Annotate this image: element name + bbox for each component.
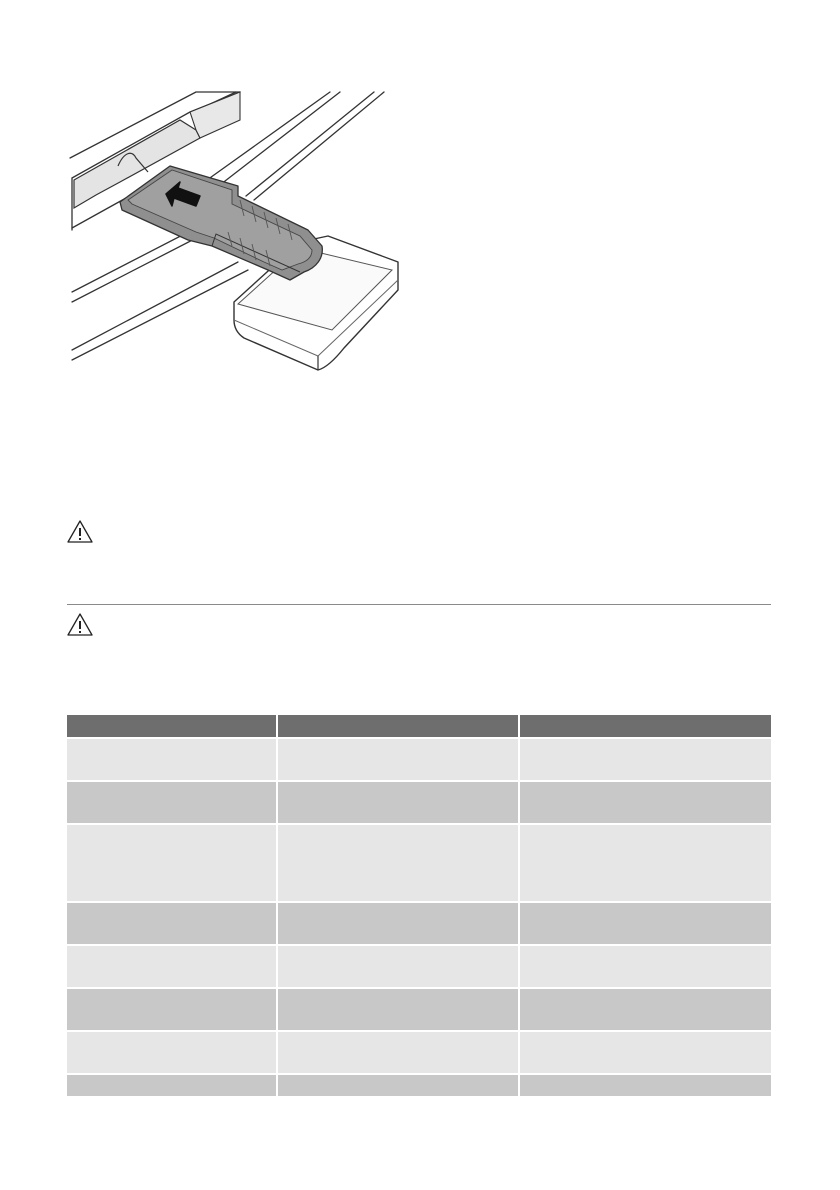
table-cell	[520, 901, 771, 944]
table-cell	[520, 987, 771, 1030]
table-cell	[278, 901, 520, 944]
table-cell	[67, 1073, 278, 1096]
table-cell	[278, 944, 520, 987]
table-row	[67, 823, 771, 901]
table-row	[67, 1030, 771, 1073]
table-cell	[520, 1030, 771, 1073]
table-cell	[278, 1030, 520, 1073]
table-cell	[67, 823, 278, 901]
table-cell	[278, 780, 520, 823]
table-row	[67, 1073, 771, 1096]
warning-triangle-icon	[66, 519, 94, 544]
table-cell	[520, 1073, 771, 1096]
table-cell	[67, 944, 278, 987]
table-row	[67, 737, 771, 780]
table-row	[67, 987, 771, 1030]
table-cell	[520, 944, 771, 987]
table-cell	[278, 1073, 520, 1096]
table-row	[67, 944, 771, 987]
table-cell	[67, 987, 278, 1030]
table-cell	[67, 901, 278, 944]
troubleshooting-table	[67, 715, 771, 1096]
table-cell	[278, 737, 520, 780]
section-divider	[67, 604, 771, 605]
table-cell	[520, 823, 771, 901]
table-cell	[520, 780, 771, 823]
table-cell	[278, 823, 520, 901]
table-header-row	[67, 715, 771, 737]
table-row	[67, 780, 771, 823]
table-cell	[67, 737, 278, 780]
ice-tray-removal-illustration	[66, 84, 416, 384]
warning-triangle-icon	[66, 612, 94, 637]
table-cell	[520, 737, 771, 780]
table-cell	[67, 1030, 278, 1073]
table-header-cell	[278, 715, 520, 737]
table-cell	[67, 780, 278, 823]
table-row	[67, 901, 771, 944]
table-header-cell	[67, 715, 278, 737]
table-cell	[278, 987, 520, 1030]
table-header-cell	[520, 715, 771, 737]
